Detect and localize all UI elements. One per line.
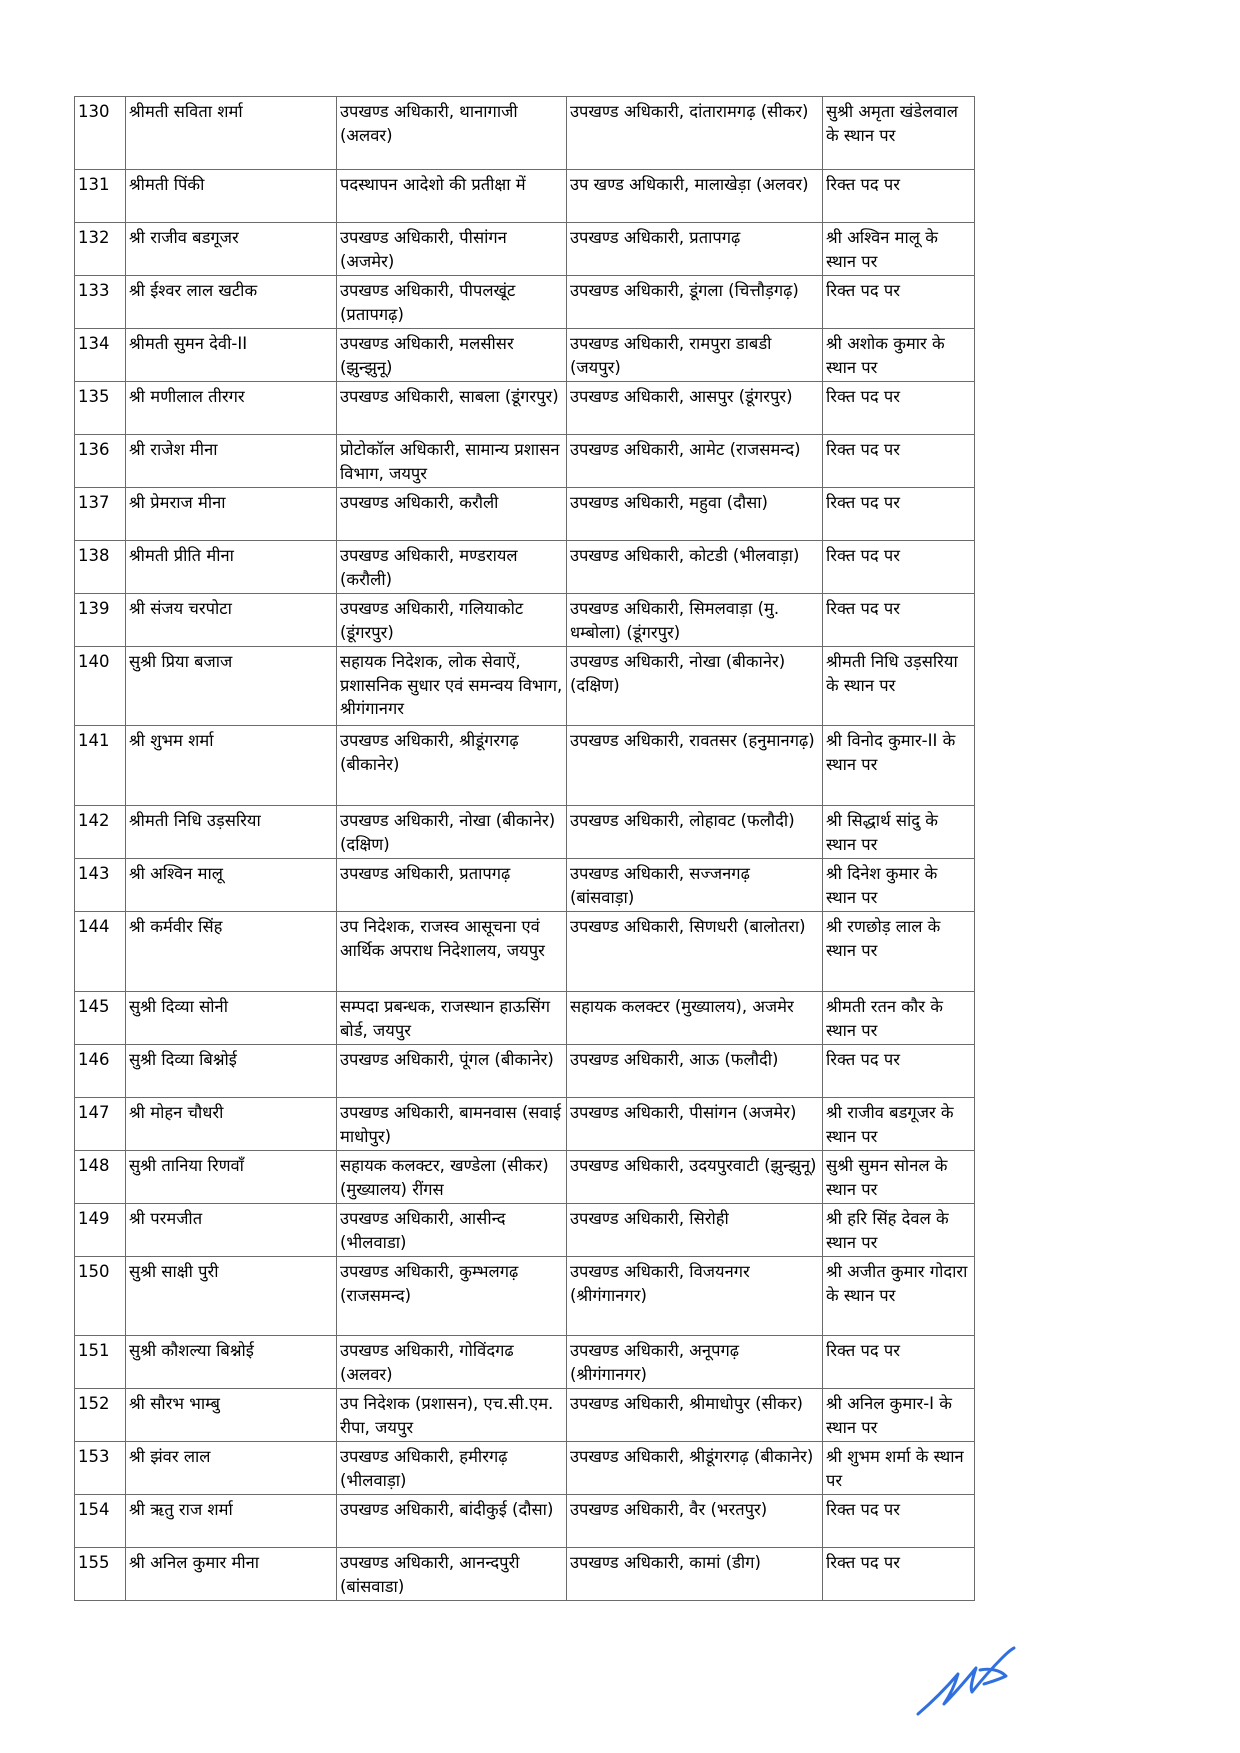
new-posting: उपखण्ड अधिकारी, महुवा (दौसा)	[567, 488, 823, 541]
remark: श्रीमती रतन कौर के स्थान पर	[823, 992, 975, 1045]
new-posting: उपखण्ड अधिकारी, श्रीडूंगरगढ़ (बीकानेर)	[567, 1442, 823, 1495]
officer-name: सुश्री तानिया रिणवाँ	[126, 1151, 337, 1204]
serial-number: 146	[75, 1045, 126, 1098]
current-posting: सम्पदा प्रबन्धक, राजस्थान हाऊसिंग बोर्ड, जयपुर	[337, 992, 567, 1045]
officer-name: श्री शुभम शर्मा	[126, 726, 337, 806]
officer-name: सुश्री दिव्या बिश्नोई	[126, 1045, 337, 1098]
officer-name: श्रीमती सुमन देवी-II	[126, 329, 337, 382]
current-posting: सहायक कलक्टर, खण्डेला (सीकर) (मुख्यालय) रींगस	[337, 1151, 567, 1204]
officer-name: श्री ईश्वर लाल खटीक	[126, 276, 337, 329]
serial-number: 138	[75, 541, 126, 594]
new-posting: उपखण्ड अधिकारी, श्रीमाधोपुर (सीकर)	[567, 1389, 823, 1442]
table-row	[75, 594, 975, 647]
remark: रिक्त पद पर	[823, 1495, 975, 1548]
table-row	[75, 541, 975, 594]
current-posting: उपखण्ड अधिकारी, पूंगल (बीकानेर)	[337, 1045, 567, 1098]
serial-number: 141	[75, 726, 126, 806]
signature-mark	[910, 1640, 1020, 1720]
officer-name: सुश्री कौशल्या बिश्नोई	[126, 1336, 337, 1389]
officer-name: श्रीमती निधि उड़सरिया	[126, 806, 337, 859]
table-row	[75, 435, 975, 488]
table-row	[75, 1045, 975, 1098]
table-row	[75, 488, 975, 541]
current-posting: उपखण्ड अधिकारी, साबला (डूंगरपुर)	[337, 382, 567, 435]
remark: रिक्त पद पर	[823, 276, 975, 329]
table-row	[75, 223, 975, 276]
new-posting: उपखण्ड अधिकारी, लोहावट (फलौदी)	[567, 806, 823, 859]
remark: श्री राजीव बडगूजर के स्थान पर	[823, 1098, 975, 1151]
new-posting: उप खण्ड अधिकारी, मालाखेड़ा (अलवर)	[567, 170, 823, 223]
serial-number: 147	[75, 1098, 126, 1151]
remark: श्री रणछोड़ लाल के स्थान पर	[823, 912, 975, 992]
remark: सुश्री अमृता खंडेलवाल के स्थान पर	[823, 97, 975, 170]
current-posting: उपखण्ड अधिकारी, मण्डरायल (करौली)	[337, 541, 567, 594]
remark: श्री अनिल कुमार-I के स्थान पर	[823, 1389, 975, 1442]
current-posting: उपखण्ड अधिकारी, गोविंदगढ (अलवर)	[337, 1336, 567, 1389]
current-posting: उपखण्ड अधिकारी, करौली	[337, 488, 567, 541]
serial-number: 133	[75, 276, 126, 329]
new-posting: उपखण्ड अधिकारी, कोटडी (भीलवाड़ा)	[567, 541, 823, 594]
table-row	[75, 276, 975, 329]
table-row	[75, 1204, 975, 1257]
new-posting: उपखण्ड अधिकारी, विजयनगर (श्रीगंगानगर)	[567, 1257, 823, 1336]
serial-number: 131	[75, 170, 126, 223]
table-row	[75, 912, 975, 992]
new-posting: उपखण्ड अधिकारी, अनूपगढ़ (श्रीगंगानगर)	[567, 1336, 823, 1389]
officer-name: श्री अनिल कुमार मीना	[126, 1548, 337, 1601]
remark: रिक्त पद पर	[823, 170, 975, 223]
current-posting: पदस्थापन आदेशो की प्रतीक्षा में	[337, 170, 567, 223]
table-row	[75, 1151, 975, 1204]
table-row	[75, 859, 975, 912]
current-posting: उप निदेशक (प्रशासन), एच.सी.एम. रीपा, जयपुर	[337, 1389, 567, 1442]
serial-number: 139	[75, 594, 126, 647]
remark: श्री दिनेश कुमार के स्थान पर	[823, 859, 975, 912]
current-posting: उपखण्ड अधिकारी, कुम्भलगढ़ (राजसमन्द)	[337, 1257, 567, 1336]
transfer-table	[74, 96, 975, 1601]
current-posting: उपखण्ड अधिकारी, पीपलखूंट (प्रतापगढ़)	[337, 276, 567, 329]
serial-number: 155	[75, 1548, 126, 1601]
current-posting: उपखण्ड अधिकारी, बामनवास (सवाई माधोपुर)	[337, 1098, 567, 1151]
officer-name: सुश्री साक्षी पुरी	[126, 1257, 337, 1336]
remark: श्री अजीत कुमार गोदारा के स्थान पर	[823, 1257, 975, 1336]
officer-name: श्रीमती पिंकी	[126, 170, 337, 223]
remark: श्री सिद्धार्थ सांदु के स्थान पर	[823, 806, 975, 859]
remark: रिक्त पद पर	[823, 1045, 975, 1098]
serial-number: 151	[75, 1336, 126, 1389]
new-posting: उपखण्ड अधिकारी, पीसांगन (अजमेर)	[567, 1098, 823, 1151]
current-posting: उप निदेशक, राजस्व आसूचना एवं आर्थिक अपराध निदेशालय, जयपुर	[337, 912, 567, 992]
new-posting: उपखण्ड अधिकारी, वैर (भरतपुर)	[567, 1495, 823, 1548]
new-posting: उपखण्ड अधिकारी, सज्जनगढ़ (बांसवाड़ा)	[567, 859, 823, 912]
officer-name: श्री प्रेमराज मीना	[126, 488, 337, 541]
new-posting: उपखण्ड अधिकारी, सिमलवाड़ा (मु. धम्बोला) (डूंगरपुर)	[567, 594, 823, 647]
serial-number: 152	[75, 1389, 126, 1442]
table-row	[75, 1098, 975, 1151]
officer-name: श्रीमती सविता शर्मा	[126, 97, 337, 170]
table-row	[75, 806, 975, 859]
officer-name: श्री अश्विन मालू	[126, 859, 337, 912]
current-posting: उपखण्ड अधिकारी, बांदीकुई (दौसा)	[337, 1495, 567, 1548]
new-posting: उपखण्ड अधिकारी, आमेट (राजसमन्द)	[567, 435, 823, 488]
serial-number: 140	[75, 647, 126, 726]
remark: श्रीमती निधि उड़सरिया के स्थान पर	[823, 647, 975, 726]
serial-number: 137	[75, 488, 126, 541]
table-row	[75, 1548, 975, 1601]
serial-number: 153	[75, 1442, 126, 1495]
new-posting: उपखण्ड अधिकारी, रावतसर (हनुमानगढ़)	[567, 726, 823, 806]
document-page	[74, 96, 974, 1601]
new-posting: उपखण्ड अधिकारी, आसपुर (डूंगरपुर)	[567, 382, 823, 435]
current-posting: उपखण्ड अधिकारी, आसीन्द (भीलवाडा)	[337, 1204, 567, 1257]
current-posting: उपखण्ड अधिकारी, आनन्दपुरी (बांसवाडा)	[337, 1548, 567, 1601]
table-row	[75, 1257, 975, 1336]
current-posting: उपखण्ड अधिकारी, पीसांगन (अजमेर)	[337, 223, 567, 276]
serial-number: 145	[75, 992, 126, 1045]
serial-number: 132	[75, 223, 126, 276]
remark: श्री अशोक कुमार के स्थान पर	[823, 329, 975, 382]
serial-number: 135	[75, 382, 126, 435]
new-posting: उपखण्ड अधिकारी, कामां (डीग)	[567, 1548, 823, 1601]
table-row	[75, 1495, 975, 1548]
serial-number: 149	[75, 1204, 126, 1257]
serial-number: 154	[75, 1495, 126, 1548]
new-posting: उपखण्ड अधिकारी, आऊ (फलौदी)	[567, 1045, 823, 1098]
remark: रिक्त पद पर	[823, 594, 975, 647]
table-row	[75, 1442, 975, 1495]
officer-name: श्री राजीव बडगूजर	[126, 223, 337, 276]
new-posting: उपखण्ड अधिकारी, नोखा (बीकानेर) (दक्षिण)	[567, 647, 823, 726]
remark: रिक्त पद पर	[823, 1336, 975, 1389]
remark: रिक्त पद पर	[823, 382, 975, 435]
table-row	[75, 1336, 975, 1389]
serial-number: 142	[75, 806, 126, 859]
remark: श्री शुभम शर्मा के स्थान पर	[823, 1442, 975, 1495]
table-body	[75, 97, 975, 1601]
current-posting: उपखण्ड अधिकारी, थानागाजी (अलवर)	[337, 97, 567, 170]
current-posting: उपखण्ड अधिकारी, हमीरगढ़ (भीलवाड़ा)	[337, 1442, 567, 1495]
remark: श्री अश्विन मालू के स्थान पर	[823, 223, 975, 276]
new-posting: सहायक कलक्टर (मुख्यालय), अजमेर	[567, 992, 823, 1045]
current-posting: उपखण्ड अधिकारी, श्रीडूंगरगढ़ (बीकानेर)	[337, 726, 567, 806]
remark: श्री विनोद कुमार-II के स्थान पर	[823, 726, 975, 806]
table-row	[75, 170, 975, 223]
officer-name: श्रीमती प्रीति मीना	[126, 541, 337, 594]
remark: रिक्त पद पर	[823, 541, 975, 594]
new-posting: उपखण्ड अधिकारी, प्रतापगढ़	[567, 223, 823, 276]
current-posting: प्रोटोकॉल अधिकारी, सामान्य प्रशासन विभाग, जयपुर	[337, 435, 567, 488]
officer-name: श्री ऋतु राज शर्मा	[126, 1495, 337, 1548]
officer-name: सुश्री प्रिया बजाज	[126, 647, 337, 726]
officer-name: श्री परमजीत	[126, 1204, 337, 1257]
remark: श्री हरि सिंह देवल के स्थान पर	[823, 1204, 975, 1257]
officer-name: श्री संजय चरपोटा	[126, 594, 337, 647]
new-posting: उपखण्ड अधिकारी, उदयपुरवाटी (झुन्झुनू)	[567, 1151, 823, 1204]
current-posting: उपखण्ड अधिकारी, नोखा (बीकानेर) (दक्षिण)	[337, 806, 567, 859]
officer-name: सुश्री दिव्या सोनी	[126, 992, 337, 1045]
table-row	[75, 647, 975, 726]
officer-name: श्री झंवर लाल	[126, 1442, 337, 1495]
table-row	[75, 382, 975, 435]
serial-number: 148	[75, 1151, 126, 1204]
officer-name: श्री मणीलाल तीरगर	[126, 382, 337, 435]
serial-number: 144	[75, 912, 126, 992]
new-posting: उपखण्ड अधिकारी, डूंगला (चित्तौड़गढ़)	[567, 276, 823, 329]
new-posting: उपखण्ड अधिकारी, रामपुरा डाबडी (जयपुर)	[567, 329, 823, 382]
current-posting: उपखण्ड अधिकारी, गलियाकोट (डूंगरपुर)	[337, 594, 567, 647]
table-row	[75, 726, 975, 806]
serial-number: 150	[75, 1257, 126, 1336]
remark: रिक्त पद पर	[823, 488, 975, 541]
officer-name: श्री मोहन चौधरी	[126, 1098, 337, 1151]
new-posting: उपखण्ड अधिकारी, सिणधरी (बालोतरा)	[567, 912, 823, 992]
current-posting: उपखण्ड अधिकारी, मलसीसर (झुन्झुनू)	[337, 329, 567, 382]
table-row	[75, 1389, 975, 1442]
current-posting: सहायक निदेशक, लोक सेवाऐं, प्रशासनिक सुधार एवं समन्वय विभाग, श्रीगंगानगर	[337, 647, 567, 726]
table-row	[75, 992, 975, 1045]
current-posting: उपखण्ड अधिकारी, प्रतापगढ़	[337, 859, 567, 912]
officer-name: श्री राजेश मीना	[126, 435, 337, 488]
serial-number: 143	[75, 859, 126, 912]
new-posting: उपखण्ड अधिकारी, दांतारामगढ़ (सीकर)	[567, 97, 823, 170]
serial-number: 136	[75, 435, 126, 488]
serial-number: 134	[75, 329, 126, 382]
new-posting: उपखण्ड अधिकारी, सिरोही	[567, 1204, 823, 1257]
remark: सुश्री सुमन सोनल के स्थान पर	[823, 1151, 975, 1204]
remark: रिक्त पद पर	[823, 1548, 975, 1601]
serial-number: 130	[75, 97, 126, 170]
table-row	[75, 97, 975, 170]
officer-name: श्री कर्मवीर सिंह	[126, 912, 337, 992]
remark: रिक्त पद पर	[823, 435, 975, 488]
officer-name: श्री सौरभ भाम्बु	[126, 1389, 337, 1442]
table-row	[75, 329, 975, 382]
